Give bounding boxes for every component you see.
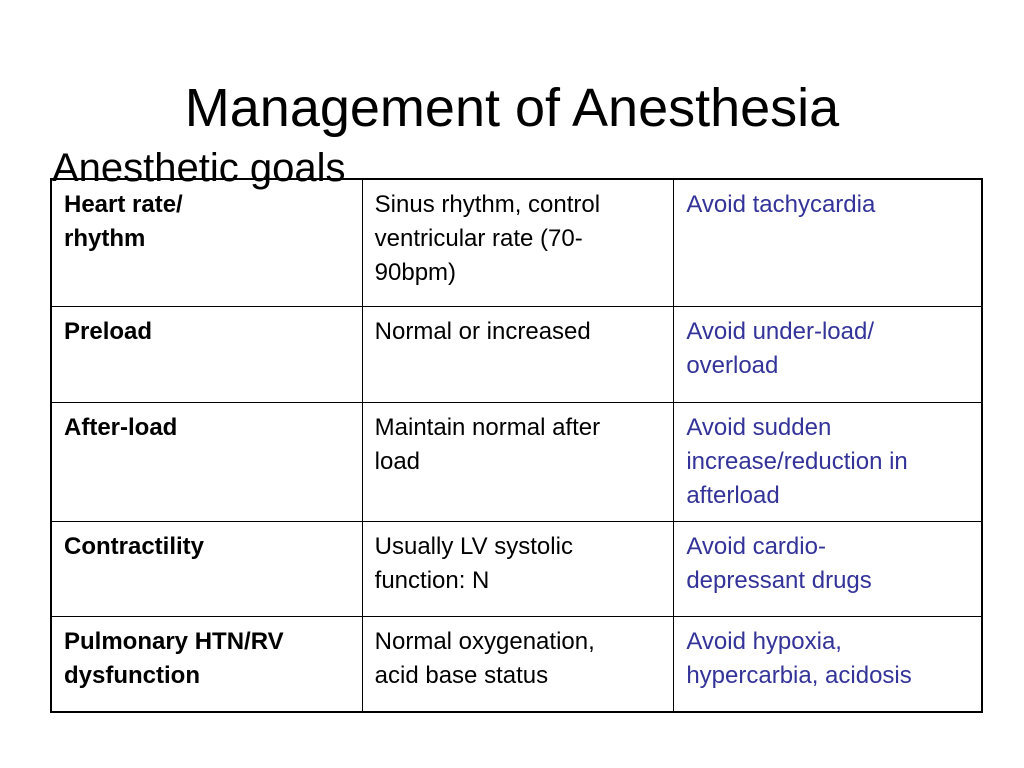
- avoid-cell: [674, 616, 982, 712]
- goal-text: Maintain normal after load: [374, 413, 601, 475]
- parameter-label: Pulmonary HTN/RV dysfunction: [64, 627, 284, 689]
- avoid-cell: [674, 306, 982, 402]
- table-row-after-load: [51, 402, 982, 521]
- avoid-text: Avoid cardio- depressant drugs: [686, 532, 872, 594]
- parameter-label: After-load: [64, 413, 178, 441]
- parameter-label: Preload: [64, 317, 153, 345]
- parameter-cell: [51, 616, 362, 712]
- parameter-cell: [51, 402, 362, 521]
- avoid-text: Avoid under-load/ overload: [686, 317, 874, 379]
- goal-cell: [362, 179, 674, 306]
- table-row-contractility: [51, 521, 982, 616]
- goal-text: Sinus rhythm, control ventricular rate (70- 90bpm): [374, 191, 601, 286]
- parameter-label: Contractility: [64, 532, 205, 560]
- avoid-cell: [674, 521, 982, 616]
- goal-cell: [362, 521, 674, 616]
- parameter-cell: [51, 179, 362, 306]
- table-row-pulmonary-htn: [51, 616, 982, 712]
- goal-cell: [362, 306, 674, 402]
- parameter-cell: [51, 306, 362, 402]
- goal-cell: [362, 402, 674, 521]
- goal-text: Normal or increased: [374, 317, 591, 345]
- avoid-cell: [674, 402, 982, 521]
- avoid-text: Avoid hypoxia, hypercarbia, acidosis: [686, 627, 912, 689]
- slide-title: Management of Anesthesia: [184, 78, 840, 139]
- avoid-cell: [674, 179, 982, 306]
- avoid-text: Avoid tachycardia: [686, 191, 876, 218]
- parameter-cell: [51, 521, 362, 616]
- table-row-preload: [51, 306, 982, 402]
- slide-subtitle: Anesthetic goals: [52, 146, 346, 191]
- avoid-text: Avoid sudden increase/reduction in afterload: [686, 413, 908, 509]
- table-row-heart-rate: [51, 179, 982, 306]
- goal-cell: [362, 616, 674, 712]
- goal-text: Normal oxygenation, acid base status: [374, 627, 595, 689]
- anesthetic-goals-table: [50, 178, 983, 713]
- parameter-label: Heart rate/ rhythm: [64, 191, 183, 252]
- goal-text: Usually LV systolic function: N: [374, 532, 573, 594]
